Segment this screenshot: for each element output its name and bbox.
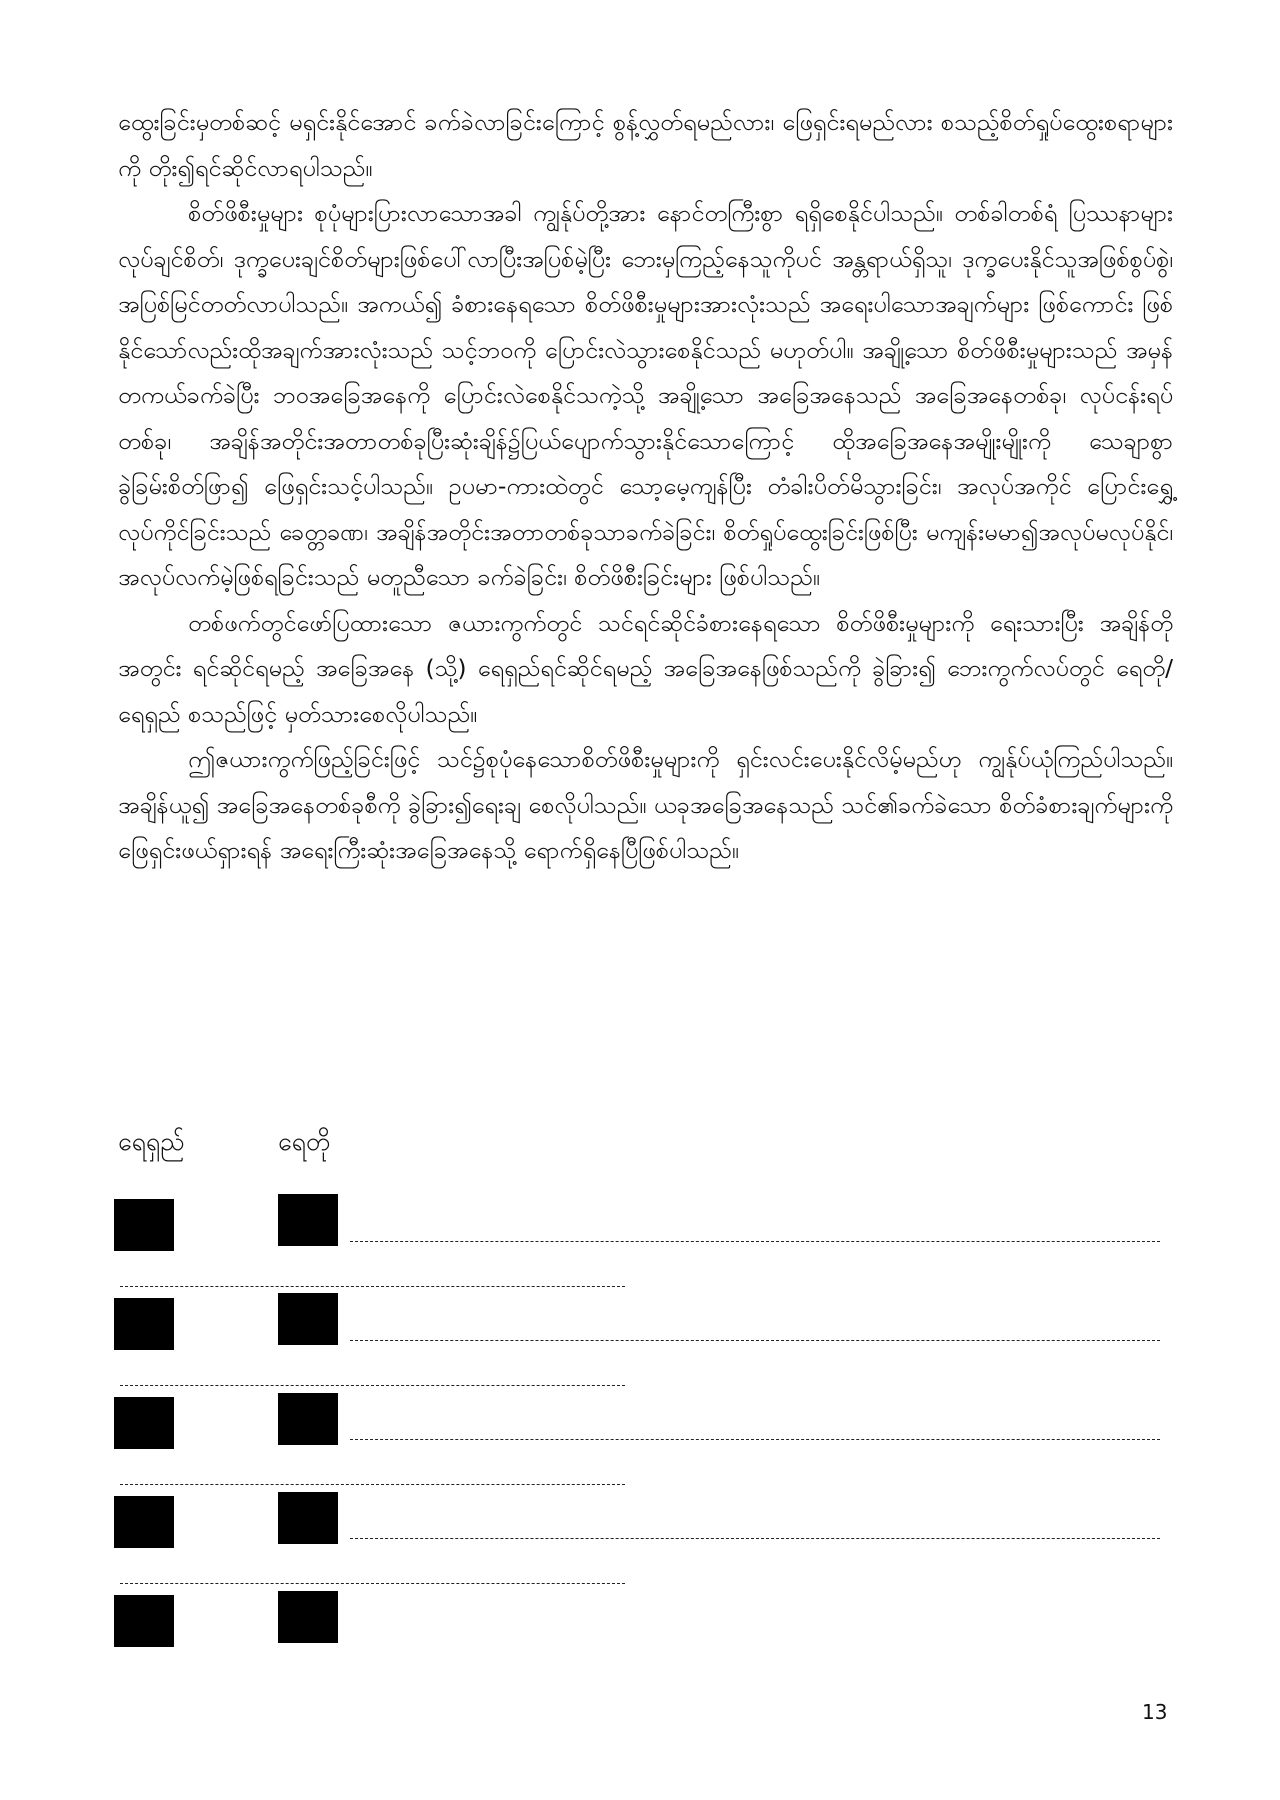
long-term-checkbox-2[interactable]	[114, 1298, 174, 1350]
short-term-checkbox-4[interactable]	[278, 1492, 338, 1544]
writing-line-3a[interactable]	[350, 1439, 1160, 1440]
writing-line-4a[interactable]	[350, 1538, 1160, 1539]
long-term-checkbox-1[interactable]	[114, 1199, 174, 1251]
writing-line-1a[interactable]	[350, 1241, 1160, 1242]
body-text	[118, 100, 1173, 874]
writing-line-1b[interactable]	[120, 1286, 625, 1287]
short-term-checkbox-3[interactable]	[278, 1393, 338, 1445]
writing-line-2b[interactable]	[120, 1385, 625, 1386]
short-term-checkbox-5[interactable]	[278, 1591, 338, 1643]
long-term-checkbox-4[interactable]	[114, 1496, 174, 1548]
paragraph-1: ထွေးခြင်းမှတစ်ဆင့် မရှင်းနိုင်အောင် ခက်ခဲလာခြင်းကြောင့် စွန့်လွှတ်ရမည်လား၊ ဖြေရှင်းရမည်လား စသည့်စိတ်ရှုပ်ထွေးစရာများကို တိုး၍ရင်ဆိုင်လာရပါသည်။	[118, 108, 1173, 182]
short-term-checkbox-1[interactable]	[278, 1194, 338, 1246]
long-term-checkbox-3[interactable]	[114, 1397, 174, 1449]
writing-line-3b[interactable]	[120, 1484, 625, 1485]
writing-line-2a[interactable]	[350, 1340, 1160, 1341]
column-header-short-term: ရေတို	[278, 1127, 331, 1156]
long-term-checkbox-5[interactable]	[114, 1595, 174, 1647]
short-term-checkbox-2[interactable]	[278, 1293, 338, 1345]
writing-line-4b[interactable]	[120, 1583, 625, 1584]
paragraph-3: တစ်ဖက်တွင်ဖော်ပြထားသော ဇယားကွက်တွင် သင်ရင်ဆိုင်ခံစားနေရသော စိတ်ဖိစီးမှုများကို ရေးသားပြီး အချိန်တိုအတွင်း ရင်ဆိုင်ရမည့် အခြေအနေ (သို့) ရေရှည်ရင်ဆိုင်ရမည့် အခြေအနေဖြစ်သည်ကို ခွဲခြား၍ ဘေးကွက်လပ်တွင် ရေတို/ ရေရှည် စသည်ဖြင့် မှတ်သားစေလိုပါသည်။	[118, 608, 1173, 728]
paragraph-4: ဤဇယားကွက်ဖြည့်ခြင်းဖြင့် သင်၌စုပုံနေသောစိတ်ဖိစီးမှုများကို ရှင်းလင်းပေးနိုင်လိမ့်မည်ဟု ကျွန်ုပ်ယုံကြည်ပါသည်။ အချိန်ယူ၍ အခြေအနေတစ်ခုစီကို ခွဲခြား၍ရေးချ စေလိုပါသည်။ ယခုအခြေအနေသည် သင်၏ခက်ခဲသော စိတ်ခံစားချက်များကို ဖြေရှင်းဖယ်ရှားရန် အရေးကြီးဆုံးအခြေအနေသို့ ရောက်ရှိနေပြီဖြစ်ပါသည်။	[118, 745, 1173, 864]
column-header-long-term: ရေရှည်	[118, 1127, 185, 1156]
page-number: 13	[1142, 1700, 1168, 1724]
paragraph-2: စိတ်ဖိစီးမှုများ စုပုံများပြားလာသောအခါ ကျွန်ုပ်တို့အား နောင်တကြီးစွာ ရရှိစေနိုင်ပါသည်။ တစ်ခါတစ်ရံ ပြဿနာများလုပ်ချင်စိတ်၊ ဒုက္ခပေးချင်စိတ်များဖြစ်ပေါ်လာပြီးအပြစ်မဲ့ပြီး ဘေးမှကြည့်နေသူကိုပင် အန္တရာယ်ရှိသူ၊ ဒုက္ခပေးနိုင်သူအဖြစ်စွပ်စွဲ၊ အပြစ်မြင်တတ်လာပါသည်။ အကယ်၍ ခံစားနေရသော စိတ်ဖိစီးမှုများအားလုံးသည် အရေးပါသောအချက်များ ဖြစ်ကောင်း ဖြစ်နိုင်သော်လည်းထိုအချက်အားလုံးသည် သင့်ဘဝကို ပြောင်းလဲသွားစေနိုင်သည် မဟုတ်ပါ။ အချို့သော စိတ်ဖိစီးမှုများသည် အမှန်တကယ်ခက်ခဲပြီး ဘဝအခြေအနေကို ပြောင်းလဲစေနိုင်သကဲ့သို့ အချို့သော အခြေအနေသည် အခြေအနေတစ်ခု၊ လုပ်ငန်းရပ်တစ်ခု၊ အချိန်အတိုင်းအတာတစ်ခုပြီးဆုံးချိန်၌ပြယ်ပျောက်သွားနိုင်သောကြောင့် ထိုအခြေအနေအမျိုးမျိုးကို သေချာစွာခွဲခြမ်းစိတ်ဖြာ၍ ဖြေရှင်းသင့်ပါသည်။ ဥပမာ-ကားထဲတွင် သော့မေ့ကျန်ပြီး တံခါးပိတ်မိသွားခြင်း၊ အလုပ်အကိုင် ပြောင်းရွှေ့လုပ်ကိုင်ခြင်းသည် ခေတ္တခဏ၊ အချိန်အတိုင်းအတာတစ်ခုသာခက်ခဲခြင်း၊ စိတ်ရှုပ်ထွေးခြင်းဖြစ်ပြီး မကျန်းမမာ၍အလုပ်မလုပ်နိုင်၊ အလုပ်လက်မဲ့ဖြစ်ရခြင်းသည် မတူညီသော ခက်ခဲခြင်း၊ စိတ်ဖိစီးခြင်းများ ဖြစ်ပါသည်။	[118, 199, 1173, 591]
